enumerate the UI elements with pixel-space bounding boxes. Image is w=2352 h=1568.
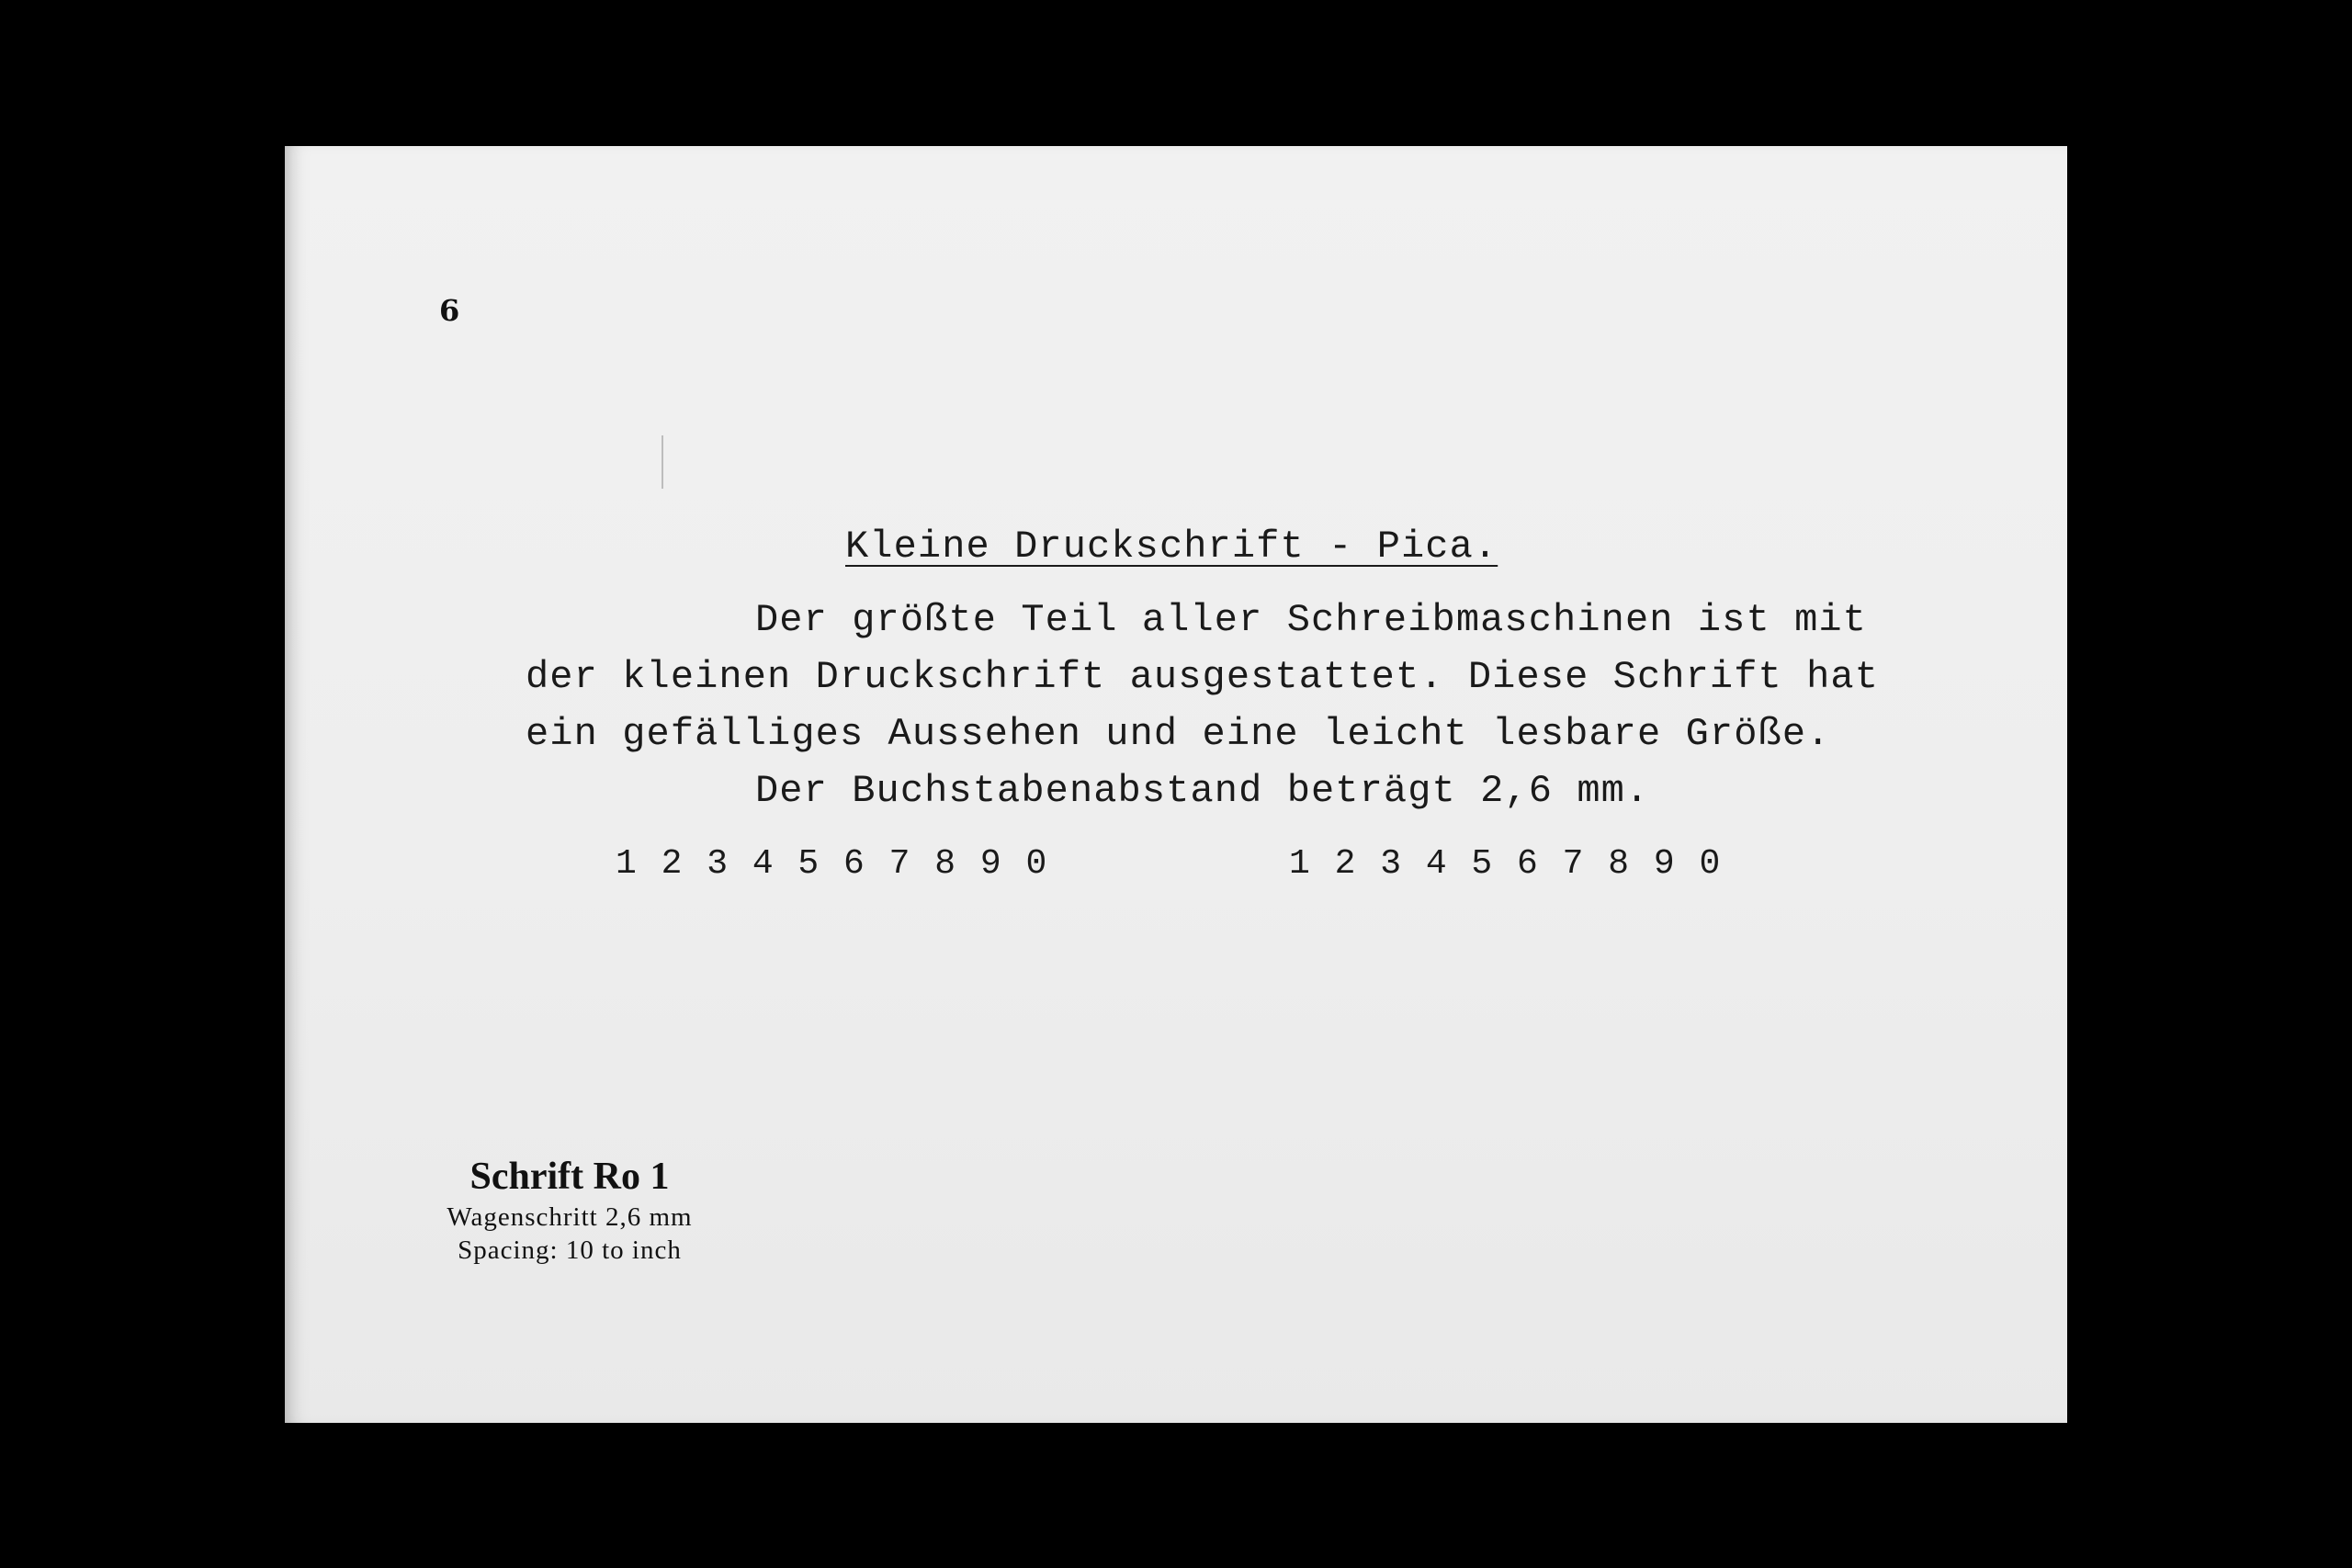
typed-line: der kleinen Druckschrift ausgestattet. Diese Schrift hat [526,655,1880,699]
paper-mark [662,435,663,489]
caption-title: Schrift Ro 1 [469,1156,670,1198]
digit-row-right: 1 2 3 4 5 6 7 8 9 0 [1289,844,1723,884]
document-page [285,146,2067,1423]
typed-heading: Kleine Druckschrift - Pica. [845,525,1498,569]
typed-line: Der größte Teil aller Schreibmaschinen ist mit [755,598,1867,642]
page-number: 6 [439,293,460,328]
typed-line: ein gefälliges Aussehen und eine leicht lesbare Größe. [526,712,1831,756]
digit-row-left: 1 2 3 4 5 6 7 8 9 0 [616,844,1049,884]
typeface-caption [432,1153,707,1267]
caption-carriage-step: Wagenschritt 2,6 mm [447,1202,693,1232]
typed-line: Der Buchstabenabstand beträgt 2,6 mm. [755,769,1650,813]
caption-spacing: Spacing: 10 to inch [458,1235,682,1265]
